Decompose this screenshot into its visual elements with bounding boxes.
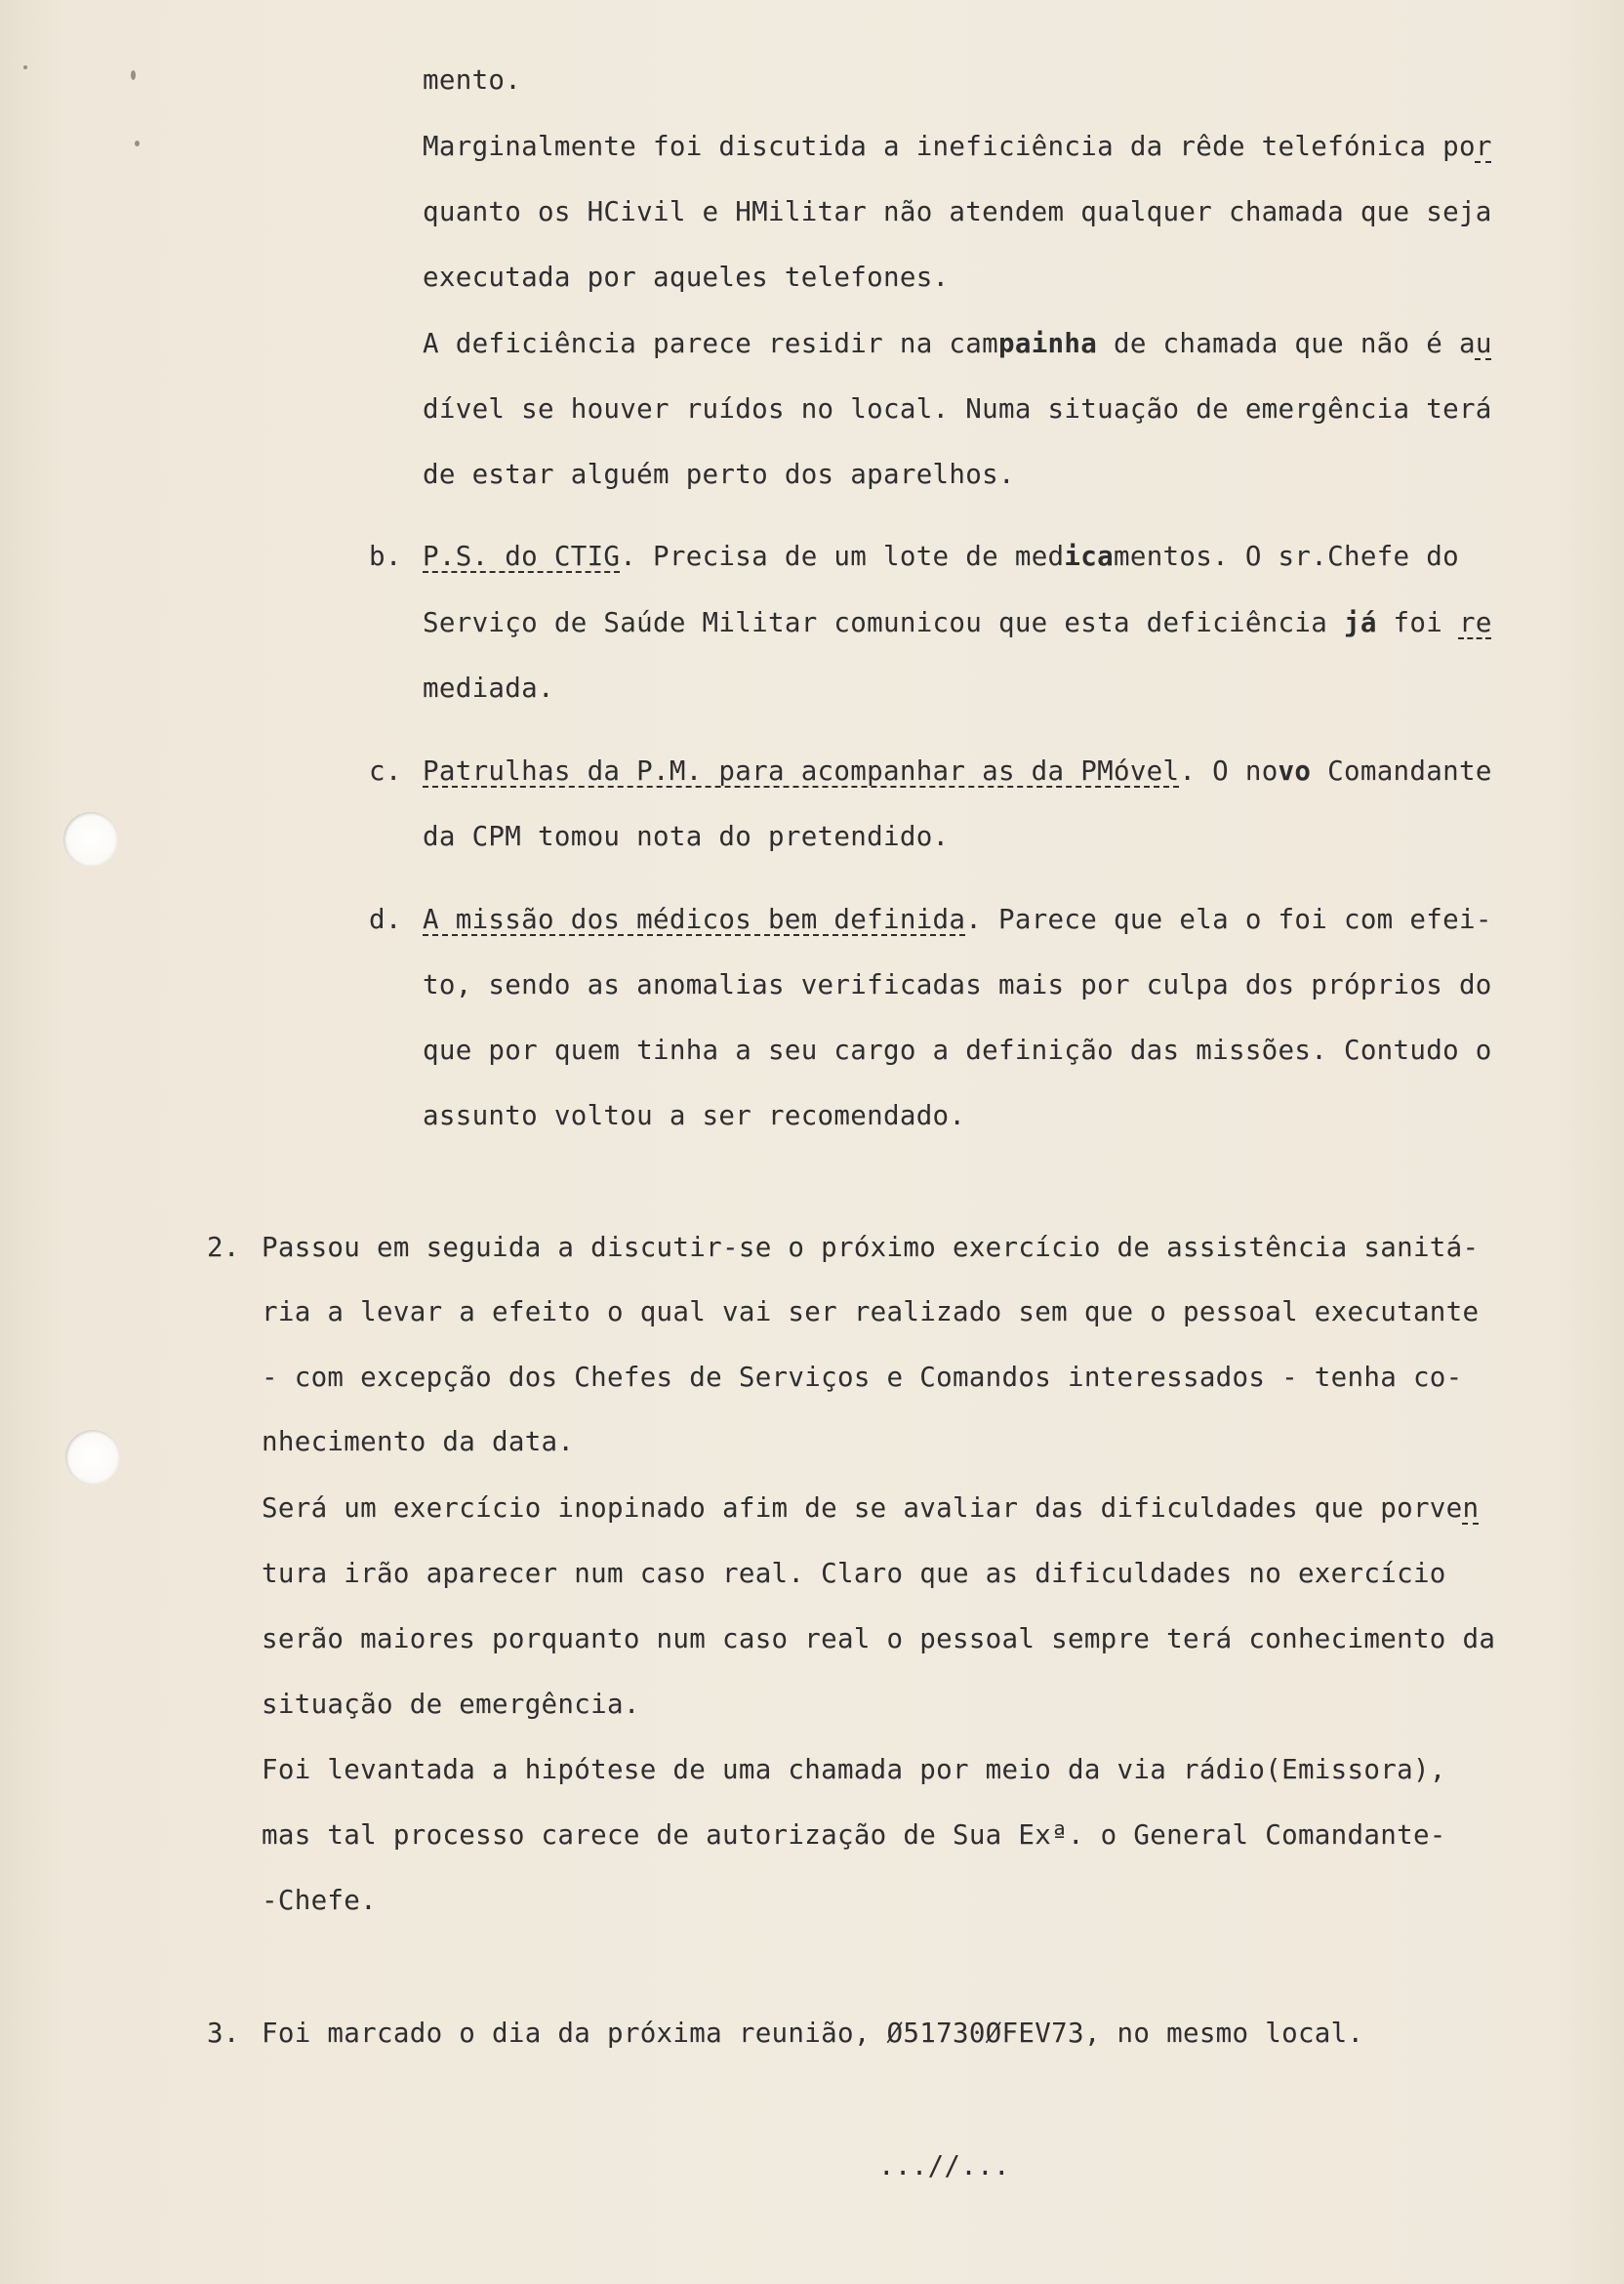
paper-speck — [23, 65, 27, 69]
text-line: da CPM tomou nota do pretendido. — [423, 821, 950, 852]
text-line: mas tal processo carece de autorização de Sua Exª. o General Comandante- — [262, 1819, 1446, 1851]
text-line: assunto voltou a ser recomendado. — [423, 1100, 966, 1131]
text-line: -Chefe. — [262, 1885, 377, 1916]
text-line: executada por aqueles telefones. — [423, 262, 950, 293]
text-line: Patrulhas da P.M. para acompanhar as da PMóvel. O novo Comandante — [423, 755, 1492, 787]
text-line: dível se houver ruídos no local. Numa situação de emergência terá — [423, 393, 1492, 425]
text-line: Será um exercício inopinado afim de se avaliar das dificuldades que porven — [262, 1492, 1480, 1524]
list-marker: 2. — [207, 1232, 240, 1263]
text-line: de estar alguém perto dos aparelhos. — [423, 459, 1015, 490]
text-line: mediada. — [423, 673, 554, 704]
text-line: situação de emergência. — [262, 1689, 640, 1720]
text-line: que por quem tinha a seu cargo a definição das missões. Contudo o — [423, 1035, 1492, 1066]
text-line: serão maiores porquanto num caso real o pessoal sempre terá conhecimento da — [262, 1623, 1496, 1654]
text-line: quanto os HCivil e HMilitar não atendem qualquer chamada que seja — [423, 196, 1492, 227]
text-line: ria a levar a efeito o qual vai ser realizado sem que o pessoal executante — [262, 1296, 1480, 1327]
text-line: tura irão aparecer num caso real. Claro que as dificuldades no exercício — [262, 1558, 1446, 1589]
text-line: Passou em seguida a discutir-se o próximo exercício de assistência sanitá- — [262, 1232, 1480, 1263]
text-line: Marginalmente foi discutida a ineficiência da rêde telefónica por — [423, 131, 1492, 162]
text-line: Serviço de Saúde Militar comunicou que esta deficiência já foi re — [423, 607, 1492, 638]
text-line: A missão dos médicos bem definida. Parece que ela o foi com efei- — [423, 904, 1492, 935]
text-line: Foi marcado o dia da próxima reunião, Ø51730ØFEV73, no mesmo local. — [262, 2018, 1364, 2049]
punch-hole-lower — [65, 1430, 120, 1485]
text-line: A deficiência parece residir na campainha de chamada que não é au — [423, 328, 1492, 359]
text-line: mento. — [423, 64, 522, 96]
paper-speck — [131, 70, 136, 80]
list-marker: c. — [369, 755, 402, 787]
text-line: Foi levantada a hipótese de uma chamada por meio da via rádio(Emissora), — [262, 1754, 1446, 1785]
text-line: P.S. do CTIG. Precisa de um lote de medicamentos. O sr.Chefe do — [423, 541, 1459, 572]
paper-speck — [135, 141, 140, 146]
list-marker: b. — [369, 541, 402, 572]
list-marker: d. — [369, 904, 402, 935]
text-line: - com excepção dos Chefes de Serviços e Comandos interessados - tenha co- — [262, 1362, 1463, 1393]
list-marker: 3. — [207, 2018, 240, 2049]
punch-hole-upper — [63, 812, 118, 867]
text-line: to, sendo as anomalias verificadas mais por culpa dos próprios do — [423, 969, 1492, 1000]
text-line: nhecimento da data. — [262, 1426, 575, 1457]
page-continuation-mark: ...//... — [878, 2150, 1010, 2182]
